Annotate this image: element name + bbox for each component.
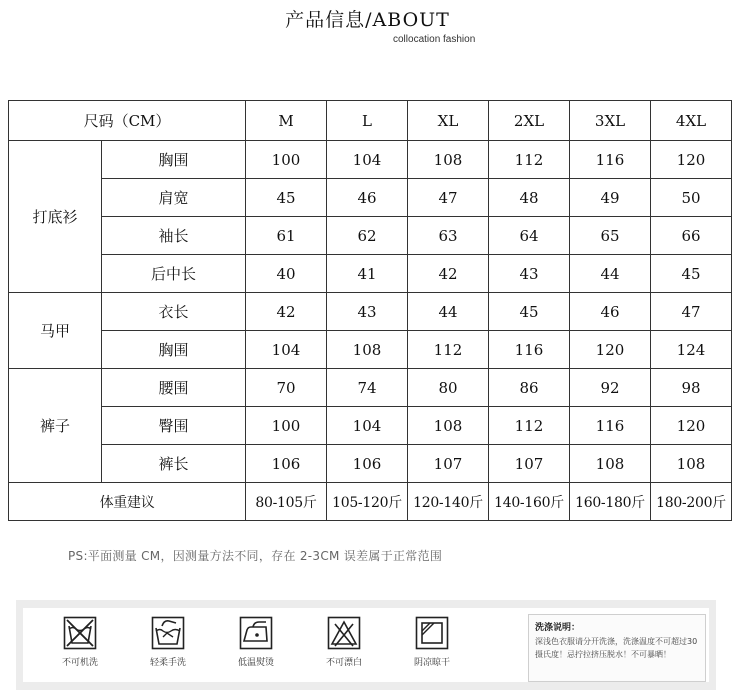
measurement-value: 80	[408, 369, 489, 407]
measurement-value: 104	[327, 141, 408, 179]
measurement-value: 106	[327, 445, 408, 483]
measurement-value: 48	[489, 179, 570, 217]
measurement-label: 胸围	[102, 141, 246, 179]
measurement-value: 45	[489, 293, 570, 331]
weight-row	[9, 483, 732, 521]
measurement-value: 120	[651, 407, 732, 445]
measurement-value: 86	[489, 369, 570, 407]
weight-value: 160-180斤	[570, 483, 651, 521]
measurement-value: 63	[408, 217, 489, 255]
measurement-value: 44	[570, 255, 651, 293]
measurement-value: 112	[489, 141, 570, 179]
hand-wash-icon	[151, 616, 185, 650]
measurement-label: 裤长	[102, 445, 246, 483]
measurement-value: 40	[246, 255, 327, 293]
measurement-value: 104	[246, 331, 327, 369]
table-row	[9, 445, 732, 483]
measurement-value: 45	[246, 179, 327, 217]
measurement-note: PS:平面测量 CM，因测量方法不同，存在 2-3CM 误差属于正常范围	[68, 549, 443, 563]
size-chart-table	[8, 100, 732, 521]
measurement-label: 后中长	[102, 255, 246, 293]
care-item-no-machine-wash	[50, 616, 110, 668]
table-row	[9, 407, 732, 445]
care-label: 轻柔手洗	[149, 658, 186, 668]
measurement-value: 43	[489, 255, 570, 293]
measurement-value: 42	[246, 293, 327, 331]
care-label: 阴凉晾干	[413, 658, 450, 668]
size-header-cell: 2XL	[489, 101, 570, 141]
size-header-cell: M	[246, 101, 327, 141]
size-header-cell: L	[327, 101, 408, 141]
weight-value: 180-200斤	[651, 483, 732, 521]
measurement-value: 46	[327, 179, 408, 217]
measurement-value: 49	[570, 179, 651, 217]
measurement-value: 108	[327, 331, 408, 369]
measurement-value: 45	[651, 255, 732, 293]
wash-instructions-panel	[528, 614, 706, 682]
size-header-cell: 4XL	[651, 101, 732, 141]
garment-group-label: 马甲	[9, 293, 102, 369]
size-chart-body	[9, 101, 732, 521]
measurement-value: 50	[651, 179, 732, 217]
weight-label: 体重建议	[9, 483, 246, 521]
wash-instructions-title: 洗涤说明：	[535, 623, 581, 633]
weight-value: 120-140斤	[408, 483, 489, 521]
size-header-cell: XL	[408, 101, 489, 141]
weight-value: 105-120斤	[327, 483, 408, 521]
no-machine-wash-icon	[63, 616, 97, 650]
care-item-low-temp-iron	[226, 616, 286, 668]
table-row	[9, 293, 732, 331]
garment-group-label: 裤子	[9, 369, 102, 483]
size-header-cell: 3XL	[570, 101, 651, 141]
measurement-label: 胸围	[102, 331, 246, 369]
measurement-value: 120	[651, 141, 732, 179]
measurement-value: 100	[246, 407, 327, 445]
table-row	[9, 331, 732, 369]
measurement-value: 98	[651, 369, 732, 407]
measurement-value: 74	[327, 369, 408, 407]
page-title: 产品信息/ABOUT	[285, 9, 450, 31]
measurement-value: 104	[327, 407, 408, 445]
measurement-value: 112	[489, 407, 570, 445]
measurement-value: 116	[570, 407, 651, 445]
care-item-no-bleach	[314, 616, 374, 668]
measurement-label: 臀围	[102, 407, 246, 445]
table-row	[9, 369, 732, 407]
care-item-shade-dry	[402, 616, 462, 668]
measurement-value: 43	[327, 293, 408, 331]
measurement-value: 108	[408, 407, 489, 445]
measurement-value: 106	[246, 445, 327, 483]
wash-instructions-text: 深浅色衣服请分开洗涤，洗涤温度不可超过30摄氏度！忌拧拉挤压脱水！不可暴晒！	[535, 637, 698, 659]
measurement-value: 64	[489, 217, 570, 255]
no-bleach-icon	[327, 616, 361, 650]
measurement-value: 108	[651, 445, 732, 483]
measurement-value: 108	[408, 141, 489, 179]
shade-dry-icon	[415, 616, 449, 650]
measurement-value: 62	[327, 217, 408, 255]
table-row	[9, 217, 732, 255]
care-label: 低温熨烫	[237, 658, 274, 668]
size-header-corner: 尺码（CM）	[9, 101, 246, 141]
measurement-value: 41	[327, 255, 408, 293]
measurement-value: 107	[489, 445, 570, 483]
measurement-label: 袖长	[102, 217, 246, 255]
care-box	[23, 608, 709, 682]
measurement-value: 116	[489, 331, 570, 369]
measurement-value: 124	[651, 331, 732, 369]
weight-value: 140-160斤	[489, 483, 570, 521]
measurement-label: 衣长	[102, 293, 246, 331]
measurement-label: 腰围	[102, 369, 246, 407]
measurement-value: 47	[408, 179, 489, 217]
measurement-value: 112	[408, 331, 489, 369]
low-temp-iron-icon	[239, 616, 273, 650]
measurement-value: 108	[570, 445, 651, 483]
measurement-value: 61	[246, 217, 327, 255]
weight-value: 80-105斤	[246, 483, 327, 521]
table-row	[9, 141, 732, 179]
measurement-label: 肩宽	[102, 179, 246, 217]
care-strip	[16, 600, 716, 690]
garment-group-label: 打底衫	[9, 141, 102, 293]
measurement-value: 46	[570, 293, 651, 331]
measurement-value: 100	[246, 141, 327, 179]
measurement-value: 66	[651, 217, 732, 255]
care-label: 不可机洗	[61, 658, 98, 668]
measurement-value: 116	[570, 141, 651, 179]
size-header-row	[9, 101, 732, 141]
care-item-hand-wash	[138, 616, 198, 668]
table-row	[9, 179, 732, 217]
measurement-value: 120	[570, 331, 651, 369]
measurement-value: 107	[408, 445, 489, 483]
page-subtitle: collocation fashion	[393, 34, 476, 45]
measurement-value: 65	[570, 217, 651, 255]
measurement-value: 92	[570, 369, 651, 407]
measurement-value: 47	[651, 293, 732, 331]
measurement-value: 44	[408, 293, 489, 331]
table-row	[9, 255, 732, 293]
measurement-value: 42	[408, 255, 489, 293]
care-label: 不可漂白	[325, 658, 362, 668]
measurement-value: 70	[246, 369, 327, 407]
